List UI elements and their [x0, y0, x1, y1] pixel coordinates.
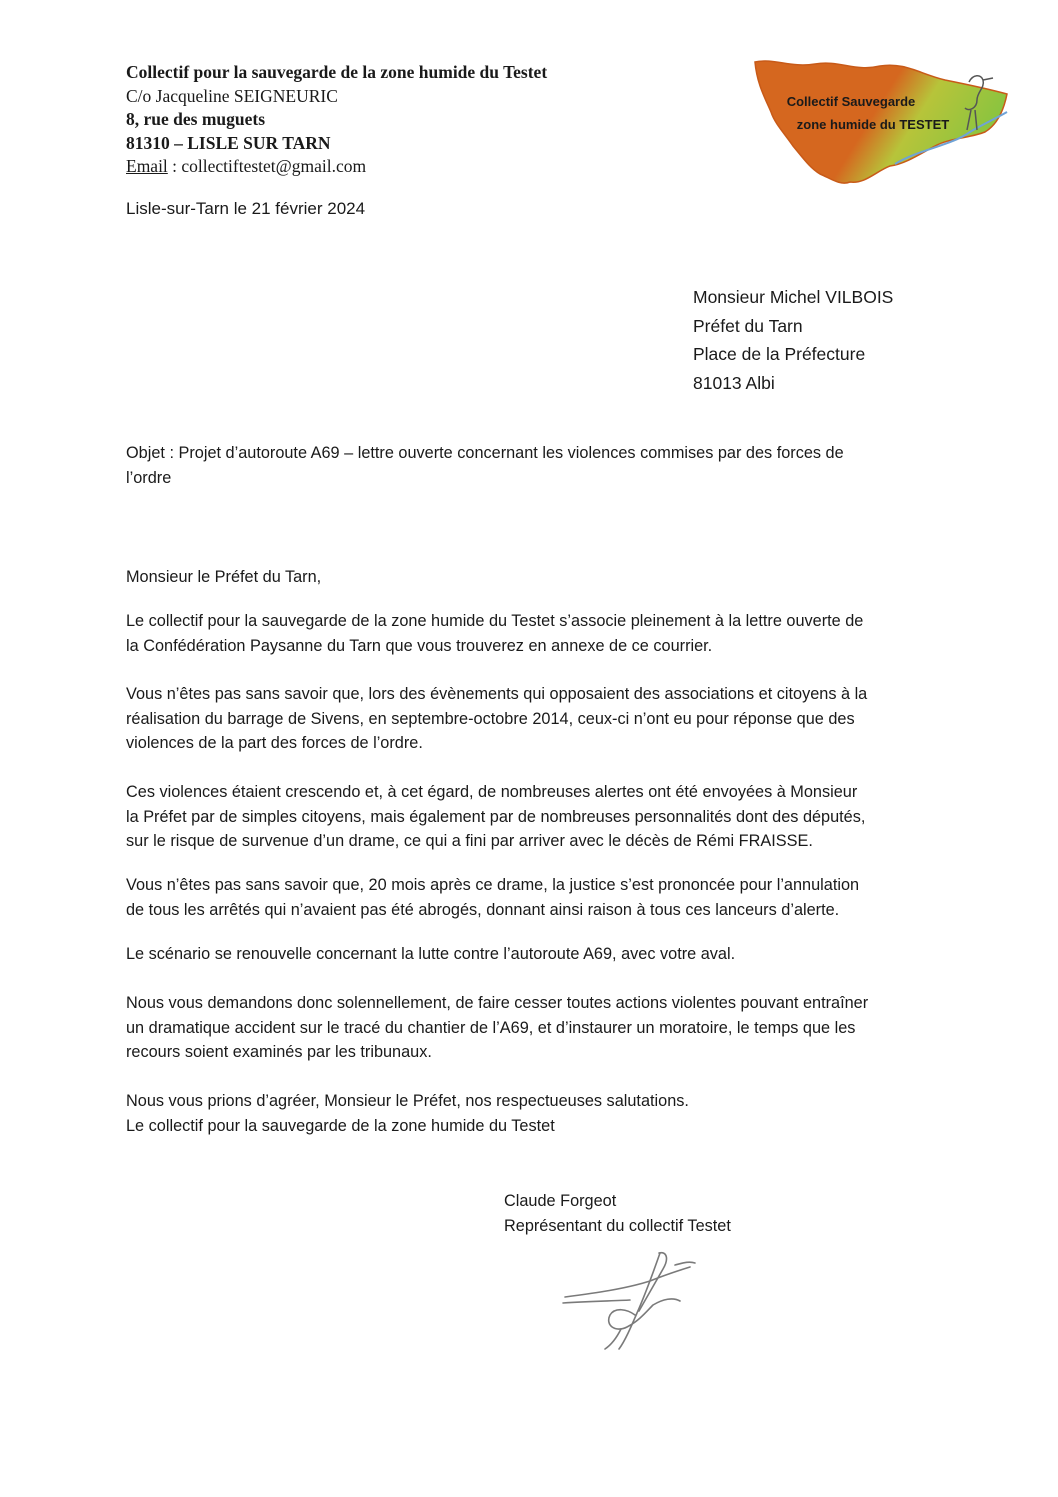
closing-line: Nous vous prions d’agréer, Monsieur le Préfet, nos respectueuses salutations. — [126, 1092, 689, 1110]
recipient-address: Place de la Préfecture — [693, 344, 866, 364]
paragraph — [126, 682, 936, 756]
paragraph-line: Le scénario se renouvelle concernant la lutte contre l’autoroute A69, avec votre aval. — [126, 945, 736, 963]
paragraph-line: Vous n’êtes pas sans savoir que, 20 mois après ce drame, la justice s’est prononcée pour l’annulation — [126, 876, 860, 894]
paragraph-line: la Confédération Paysanne du Tarn que vous trouverez en annexe de ce courrier. — [126, 636, 713, 655]
paragraph-line: Vous n’êtes pas sans savoir que, lors des évènements qui opposaient des associations et citoyens à la — [126, 685, 868, 703]
recipient-city: 81013 Albi — [693, 372, 775, 393]
sender-street: 8, rue des muguets — [126, 109, 266, 129]
paragraph-line: Le collectif pour la sauvegarde de la zone humide du Testet s’associe pleinement à la lettre ouverte de — [126, 612, 864, 630]
signer-role: Représentant du collectif Testet — [504, 1216, 731, 1235]
sender-org: Collectif pour la sauvegarde de la zone humide du Testet — [126, 62, 548, 82]
subject-line: l’ordre — [126, 468, 172, 487]
logo-line1: Collectif Sauvegarde — [786, 94, 916, 109]
paragraph — [126, 991, 936, 1065]
paragraph — [126, 780, 936, 854]
sender-email — [126, 155, 686, 179]
sender-care-of: C/o Jacqueline SEIGNEURIC — [126, 85, 338, 106]
paragraph — [126, 873, 936, 922]
paragraph-line: recours soient examinés par les tribunaux. — [126, 1043, 432, 1061]
paragraph-line: réalisation du barrage de Sivens, en septembre-octobre 2014, ceux-ci n’ont eu pour réponse que des — [126, 709, 855, 728]
paragraph-line: la Préfet par de simples citoyens, mais également par de nombreuses personnalités dont des députés, — [126, 807, 866, 826]
paragraph-line: sur le risque de survenue d’un drame, ce qui a fini par arriver avec le décès de Rémi FRAISSE. — [126, 832, 813, 850]
salutation: Monsieur le Préfet du Tarn, — [126, 568, 322, 586]
date-line: Lisle-sur-Tarn le 21 février 2024 — [126, 199, 366, 218]
closing-line: Le collectif pour la sauvegarde de la zone humide du Testet — [126, 1116, 555, 1135]
paragraph-line: Nous vous demandons donc solennellement, de faire cesser toutes actions violentes pouvant entraîner — [126, 994, 869, 1012]
logo-line2: zone humide du TESTET — [796, 117, 950, 132]
paragraph-line: violences de la part des forces de l’ordre. — [126, 734, 423, 752]
subject-line: Objet : Projet d’autoroute A69 – lettre ouverte concernant les violences commises par des forces de — [126, 444, 844, 462]
paragraph — [126, 942, 936, 967]
sender-city: 81310 – LISLE SUR TARN — [126, 132, 331, 153]
email-label: Email — [126, 156, 168, 176]
closing — [126, 1089, 936, 1138]
paragraph — [126, 609, 936, 658]
paragraph-line: Ces violences étaient crescendo et, à cet égard, de nombreuses alertes ont été envoyées à Monsieur — [126, 783, 858, 801]
signer-name: Claude Forgeot — [504, 1192, 617, 1210]
handwritten-signature — [555, 1245, 705, 1355]
paragraph-line: un dramatique accident sur le tracé du chantier de l’A69, et d’instaurer un moratoire, le temps que les — [126, 1018, 856, 1037]
signer-block — [504, 1189, 731, 1238]
recipient-title: Préfet du Tarn — [693, 315, 803, 336]
recipient-block — [693, 283, 893, 397]
recipient-name: Monsieur Michel VILBOIS — [693, 287, 894, 307]
paragraph-line: de tous les arrêtés qui n’avaient pas été abrogés, donnant ainsi raison à tous ces lanceurs d’alerte. — [126, 900, 840, 919]
collective-logo — [745, 54, 1010, 189]
subject — [126, 441, 936, 490]
email-value: : collectiftestet@gmail.com — [167, 156, 367, 176]
sender-block — [126, 61, 686, 179]
